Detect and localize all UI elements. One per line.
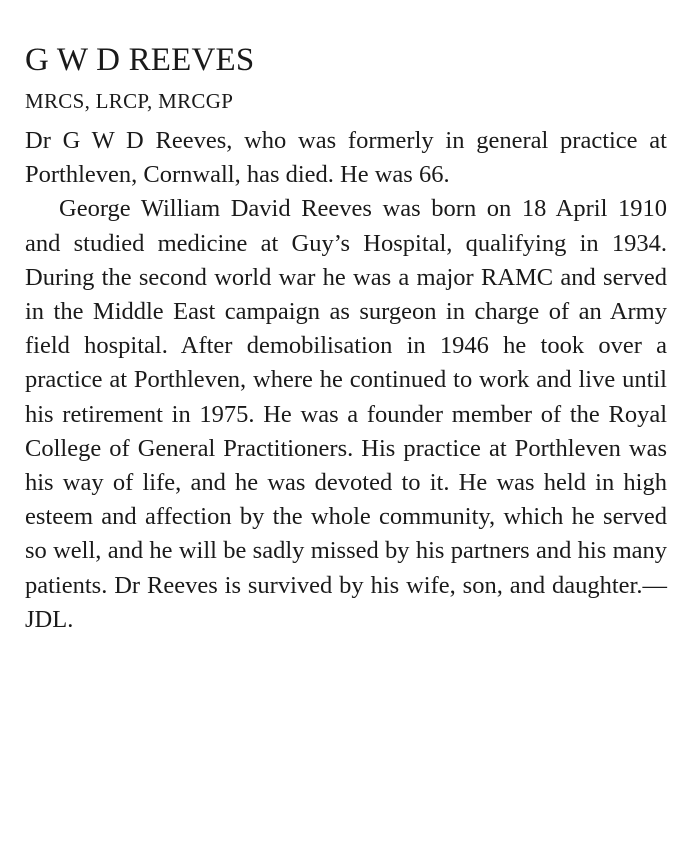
obituary-qualifications: MRCS, LRCP, MRCGP (25, 89, 234, 113)
obituary-name: G W D REEVES (25, 42, 255, 78)
obituary-paragraph-intro: Dr G W D Reeves, who was formerly in general practice at Porthleven, Cornwall, has died. He was 66. (25, 127, 667, 189)
obituary-article (25, 38, 667, 637)
obituary-paragraph-biography: George William David Reeves was born on 18 April 1910 and studied medicine at Guy’s Hospital, qualifying in 1934. During the second world war he was a major RAMC and served in the Middle East campaign as surgeon in charge of an Army field hospital. After demobilisation in 1946 he took over a practice at Porthleven, where he continued to work and live until his retirement in 1975. He was a founder member of the Royal College of General Practitioners. His practice at Porthleven was his way of life, and he was devoted to it. He was held in high esteem and affection by the whole community, which he served so well, and he will be sadly missed by his partners and his many patients. Dr Reeves is survived by his wife, son, and daughter.—JDL. (25, 195, 667, 633)
